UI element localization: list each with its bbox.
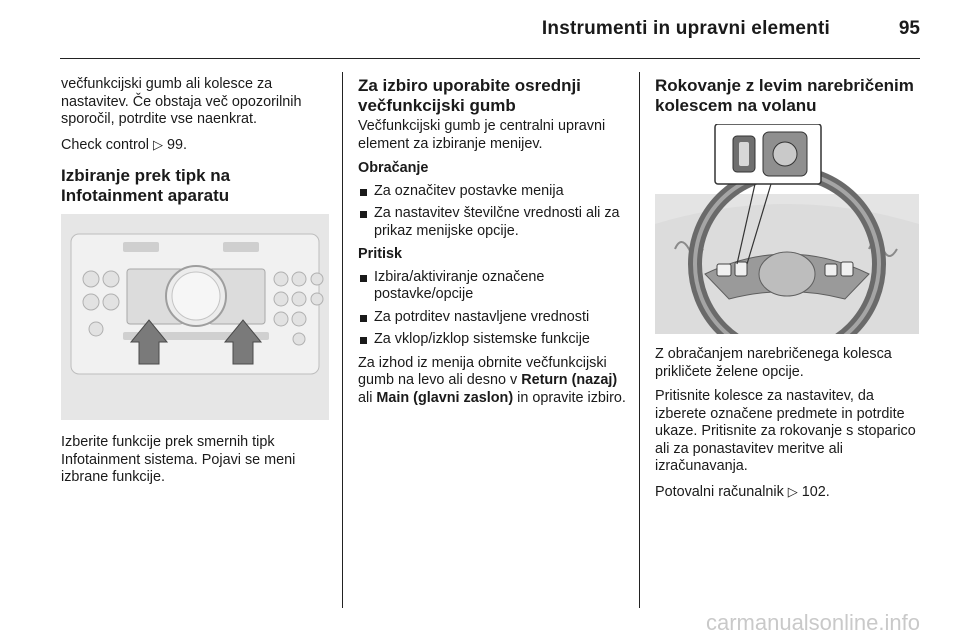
column-2	[358, 76, 626, 414]
col3-ref-text: Potovalni računalnik	[655, 483, 784, 500]
col2-heading: Za izbiro uporabite osrednji večfunkcijski gumb	[358, 76, 581, 115]
col2-intro: Večfunkcijski gumb je centralni upravni element za izbiranje menijev.	[358, 118, 606, 152]
column-divider-2	[639, 72, 640, 608]
ref-arrow-icon: ▷	[787, 483, 798, 499]
col2-press-list	[358, 269, 626, 349]
col3-p1: Z obračanjem narebričenega kolesca prikličete želene opcije.	[655, 346, 892, 380]
bullet-square-icon	[360, 275, 367, 282]
list-item: Za označitev postavke menija	[358, 183, 626, 201]
page-header-title: Instrumenti in upravni elementi	[541, 18, 830, 39]
bullet-square-icon	[360, 189, 367, 196]
column-1	[61, 76, 329, 494]
steering-wheel-drawing	[655, 124, 919, 334]
column-divider-1	[342, 72, 343, 608]
list-item: Izbira/aktiviranje označene postavke/opcije	[358, 269, 626, 304]
col1-caption: Izberite funkcije prek smernih tipk Infotainment sistema. Pojavi se meni izbrane funkcije.	[61, 434, 296, 485]
column-3	[655, 76, 923, 508]
page-number: 95	[898, 18, 920, 39]
list-item: Za nastavitev številčne vrednosti ali za prikaz menijske opcije.	[358, 205, 626, 240]
col3-ref-page: 102.	[801, 483, 830, 500]
bullet-square-icon	[360, 315, 367, 322]
bullet-square-icon	[360, 337, 367, 344]
ref-arrow-icon: ▷	[152, 136, 163, 152]
col1-intro: večfunkcijski gumb ali kolesce za nastavitev. Če obstaja več opozorilnih sporočil, potrdite vse naenkrat.	[61, 76, 302, 127]
col1-heading: Izbiranje prek tipk na Infotainment aparatu	[61, 166, 231, 205]
return-label: Return (nazaj)	[521, 372, 618, 388]
list-item: Za potrditev nastavljene vrednosti	[358, 309, 626, 327]
col2-rotate-list	[358, 183, 626, 241]
infotainment-panel-drawing	[61, 214, 329, 420]
col2-sub-rotate: Obračanje	[358, 160, 429, 176]
infotainment-panel-illustration	[61, 214, 329, 420]
col3-p2: Pritisnite kolesce za nastavitev, da izberete označene predmete in potrdite ukaze. Pritisnite za rokovanje s stoparico ali za ponastavitev meritve ali izračunavanja.	[655, 388, 916, 474]
col2-exit-text: Za izhod iz menija obrnite večfunkcijski gumb na levo ali desno v Return (nazaj) ali Main (glavni zaslon) in opravite izbiro.	[358, 354, 626, 406]
bullet-square-icon	[360, 211, 367, 218]
steering-wheel-illustration	[655, 124, 919, 334]
watermark: carmanualsonline.info	[705, 610, 920, 635]
header-rule	[60, 58, 920, 59]
col3-reference	[655, 483, 923, 502]
main-screen-label: Main (glavni zaslon)	[376, 389, 514, 406]
col1-ref-page: 99.	[166, 136, 187, 153]
col1-ref-text: Check control	[61, 136, 149, 153]
col3-heading: Rokovanje z levim narebričenim kolescem na volanu	[655, 76, 914, 115]
col2-sub-press: Pritisk	[358, 246, 402, 262]
list-item: Za vklop/izklop sistemske funkcije	[358, 331, 626, 349]
col1-reference	[61, 136, 329, 155]
